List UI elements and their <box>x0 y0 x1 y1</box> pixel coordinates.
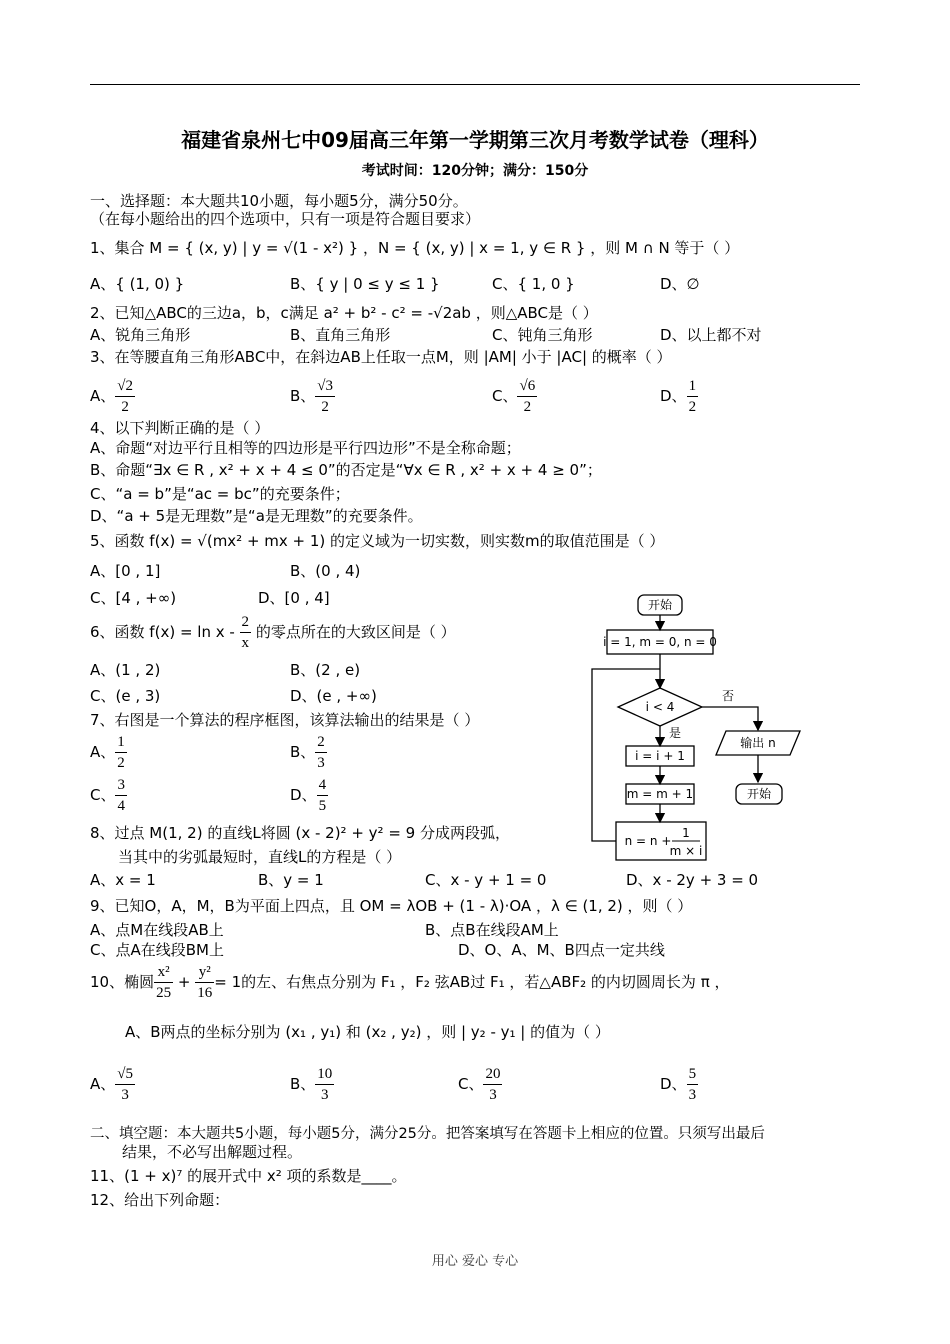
q4-option-a: A、命题“对边平行且相等的四边形是平行四边形”不是全称命题； <box>90 439 521 457</box>
q6-option-a: A、(1 , 2) <box>90 661 161 679</box>
q8-stem-line1: 8、过点 M(1, 2) 的直线L将圆 (x - 2)² + y² = 9 分成两段弧， <box>90 824 510 842</box>
flow-yes-label: 是 <box>668 726 682 740</box>
algorithm-flowchart <box>580 585 810 870</box>
q7-option-c: C、 $\frac{3}{4}$ <box>90 777 125 814</box>
q9-option-b: B、点B在线段AM上 <box>425 921 559 939</box>
top-rule <box>90 84 860 85</box>
q1-option-c: C、{ 1, 0 } <box>492 275 575 293</box>
q8-option-a: A、x = 1 <box>90 871 156 889</box>
q4-stem: 4、以下判断正确的是（ ） <box>90 419 270 437</box>
q12-stem: 12、给出下列命题： <box>90 1191 230 1209</box>
q3-option-a: A、 $\frac{√2}{2}$ <box>90 378 133 415</box>
q5-option-d: D、[0 , 4] <box>258 589 330 607</box>
q2-option-d: D、以上都不对 <box>660 326 762 344</box>
section2-heading-cont: 结果，不必写出解题过程。 <box>122 1143 303 1161</box>
q10-option-c: C、 $\frac{20}{3}$ <box>458 1066 501 1103</box>
q5-stem: 5、函数 f(x) = √(mx² + mx + 1) 的定义域为一切实数，则实数m的取值范围是（ ） <box>90 532 665 550</box>
q3-option-c: C、 $\frac{√6}{2}$ <box>492 378 536 415</box>
q6-option-b: B、(2 , e) <box>290 661 361 679</box>
q8-option-d: D、x - 2y + 3 = 0 <box>626 871 759 889</box>
q5-option-c: C、[4 , +∞) <box>90 589 177 607</box>
q10-option-d: D、 $\frac{5}{3}$ <box>660 1066 697 1103</box>
q4-option-d: D、“a + 5是无理数”是“a是无理数”的充要条件。 <box>90 507 423 525</box>
q6-stem: 6、函数 f(x) = ln x - $\frac{2}{x}$ 的零点所在的大致区间是（ ） <box>90 614 456 651</box>
flow-step-n-denominator: m × i <box>669 844 703 858</box>
q7-stem: 7、右图是一个算法的程序框图，该算法输出的结果是（ ） <box>90 711 480 729</box>
q2-option-b: B、直角三角形 <box>290 326 391 344</box>
flow-start-label: 开始 <box>647 598 673 612</box>
exam-info: 考试时间：120分钟；满分：150分 <box>361 163 589 179</box>
q7-option-b: B、 $\frac{2}{3}$ <box>290 734 325 771</box>
page-title: 福建省泉州七中09届高三年第一学期第三次月考数学试卷（理科） <box>181 128 769 152</box>
flow-condition-label: i < 4 <box>645 700 675 714</box>
q4-option-b: B、命题“∃x ∈ R , x² + x + 4 ≤ 0”的否定是“∀x ∈ R , x² + x + 4 ≥ 0”； <box>90 461 602 479</box>
q9-option-a: A、点M在线段AB上 <box>90 921 224 939</box>
q10-stem-line2: A、B两点的坐标分别为 (x₁ , y₁) 和 (x₂ , y₂) ，则 | y₂ - y₁ | 的值为（ ） <box>125 1023 610 1041</box>
q2-stem: 2、已知△ABC的三边a，b，c满足 a² + b² - c² = -√2ab ，则△ABC是（ ） <box>90 304 598 322</box>
q7-option-d: D、 $\frac{4}{5}$ <box>290 777 327 814</box>
q1-option-b: B、{ y | 0 ≤ y ≤ 1 } <box>290 275 440 293</box>
q2-option-a: A、锐角三角形 <box>90 326 191 344</box>
flow-step-n-numerator: 1 <box>682 826 690 840</box>
q2-option-c: C、钝角三角形 <box>492 326 593 344</box>
q3-option-b: B、 $\frac{√3}{2}$ <box>290 378 334 415</box>
flow-output-label: 输出 n <box>740 736 776 750</box>
section1-heading: 一、选择题：本大题共10小题，每小题5分，满分50分。 <box>90 192 468 210</box>
flow-step-n-label: n = n + <box>624 834 672 848</box>
q9-option-c: C、点A在线段BM上 <box>90 941 224 959</box>
page-footer: 用心 爱心 专心 <box>431 1254 519 1269</box>
q3-option-d: D、 $\frac{1}{2}$ <box>660 378 697 415</box>
q8-option-c: C、x - y + 1 = 0 <box>425 871 547 889</box>
section2-heading: 二、填空题：本大题共5小题，每小题5分，满分25分。把答案填写在答题卡上相应的位置。只须写出最后 <box>90 1126 765 1142</box>
q9-option-d: D、O、A、M、B四点一定共线 <box>458 941 665 959</box>
q1-option-d: D、∅ <box>660 275 700 293</box>
q10-stem-line1: 10、椭圆 $\frac{\text{x²}}{25}$ + $\frac{\text{y²}}{16}$ = 1的左、右焦点分别为 F₁ ，F₂ 弦AB过 F₁ ，若△ABF₂ 的内切圆周长为 π ， <box>90 964 730 1001</box>
q3-stem: 3、在等腰直角三角形ABC中，在斜边AB上任取一点M，则 |AM| 小于 |AC| 的概率（ ） <box>90 348 672 366</box>
flow-no-label: 否 <box>721 689 735 703</box>
q8-stem-line2: 当其中的劣弧最短时，直线L的方程是（ ） <box>118 848 402 866</box>
q10-option-a: A、 $\frac{√5}{3}$ <box>90 1066 133 1103</box>
flow-step-m-label: m = m + 1 <box>626 787 694 801</box>
q1-option-a: A、{ (1, 0) } <box>90 275 185 293</box>
q6-option-d: D、(e , +∞) <box>290 687 377 705</box>
flow-step-i-label: i = i + 1 <box>635 749 685 763</box>
q5-option-a: A、[0 , 1] <box>90 562 161 580</box>
q4-option-c: C、“a = b”是“ac = bc”的充要条件； <box>90 485 350 503</box>
flow-end-label: 开始 <box>746 787 772 801</box>
q8-option-b: B、y = 1 <box>258 871 324 889</box>
q10-option-b: B、 $\frac{10}{3}$ <box>290 1066 333 1103</box>
q11-stem: 11、(1 + x)⁷ 的展开式中 x² 项的系数是____。 <box>90 1167 407 1185</box>
q6-option-c: C、(e , 3) <box>90 687 161 705</box>
section1-note: （在每小题给出的四个选项中，只有一项是符合题目要求） <box>90 210 481 228</box>
flow-init-label: i = 1, m = 0, n = 0 <box>603 635 717 649</box>
q5-option-b: B、(0 , 4) <box>290 562 361 580</box>
q7-option-a: A、 $\frac{1}{2}$ <box>90 734 125 771</box>
q9-stem: 9、已知O，A，M，B为平面上四点，且 OM = λOB + (1 - λ)·OA ，λ ∈ (1, 2) ，则（ ） <box>90 897 693 915</box>
q1-stem: 1、集合 M = { (x, y) | y = √(1 - x²) } ，N = { (x, y) | x = 1, y ∈ R } ，则 M ∩ N 等于（ ） <box>90 239 740 257</box>
